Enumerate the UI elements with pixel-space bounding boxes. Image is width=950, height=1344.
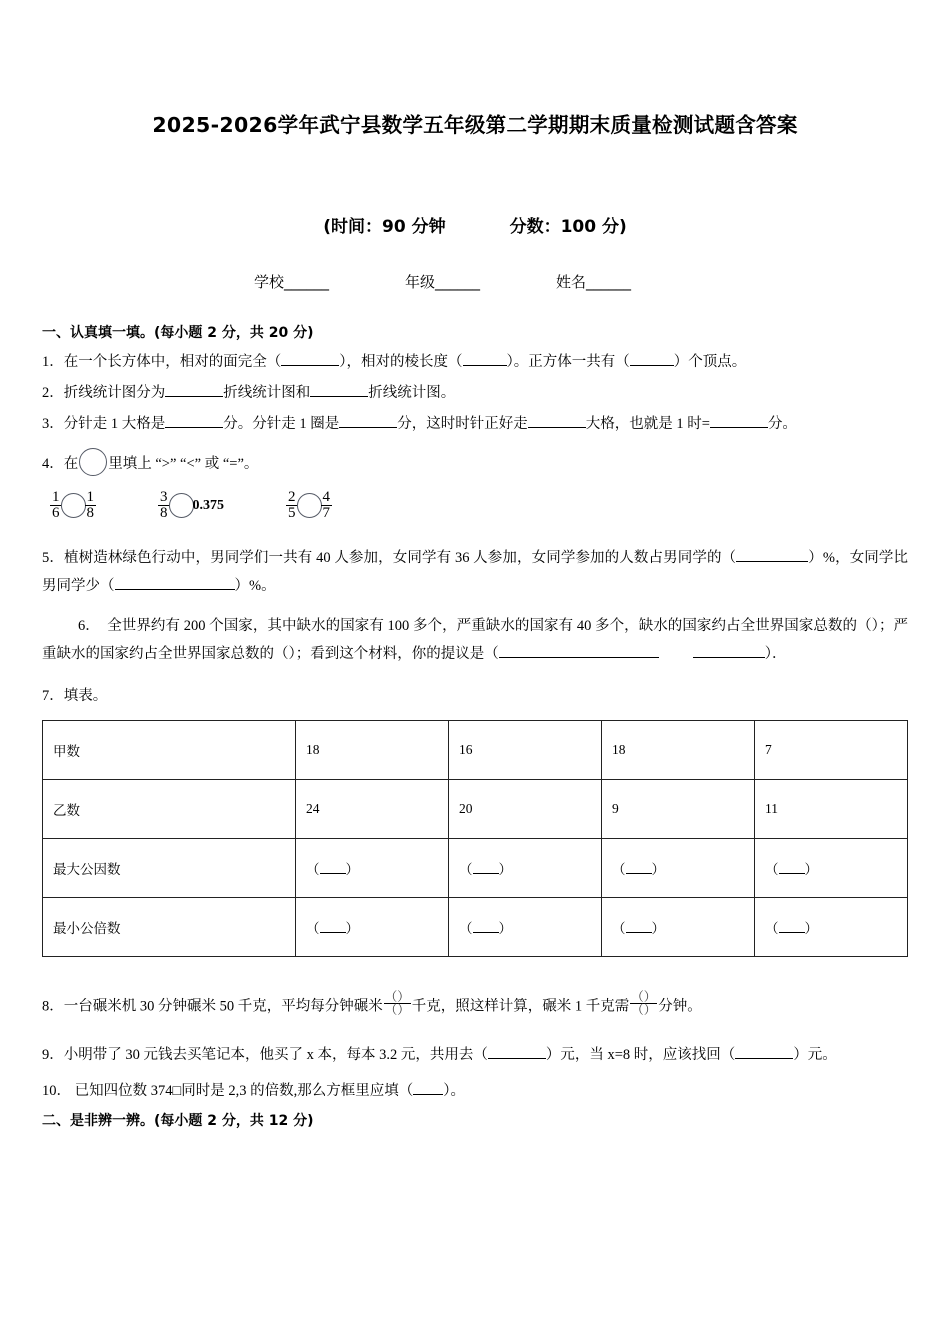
fraction-3-right: $\frac{4}{7}$: [322, 489, 330, 522]
question-8: [42, 991, 908, 1018]
table-row: [43, 779, 908, 838]
table-cell-blank[interactable]: （ ）: [755, 838, 908, 897]
table-row: [43, 720, 908, 779]
question-1-blank-3[interactable]: [630, 365, 674, 366]
exam-time: (时间：90 分钟: [323, 217, 446, 237]
question-5: [42, 544, 908, 601]
row-label: 乙数: [43, 779, 296, 838]
comparison-circle-2-icon[interactable]: [169, 493, 194, 518]
question-2-number: 2．: [42, 385, 64, 402]
question-9-text-a: 小明带了 30 元钱去买笔记本，他买了 x 本，每本 3.2 元，共用去（: [63, 1047, 488, 1064]
question-9-blank-1[interactable]: [488, 1058, 546, 1059]
question-1-number: 1．: [42, 354, 64, 370]
question-9: [42, 1041, 908, 1069]
table-cell-blank[interactable]: （ ）: [602, 838, 755, 897]
question-8-blank-fraction-1[interactable]: （） （）: [384, 989, 410, 1018]
question-3-text-a: 分针走 1 大格是: [63, 416, 166, 433]
table-cell-blank[interactable]: （ ）: [449, 838, 602, 897]
question-3-text-c: 分，这时时针正好走: [397, 416, 528, 433]
question-4-text-b: 里填上 “>” “<” 或 “=”。: [108, 456, 259, 473]
page-title: 2025-2026学年武宁县数学五年级第二学期期末质量检测试题含答案: [152, 113, 798, 137]
question-5-text-c: ）%。: [234, 577, 276, 594]
grade-field[interactable]: 年级______: [405, 273, 481, 291]
comparison-circle-3-icon[interactable]: [297, 493, 322, 518]
question-1-text-b: ），相对的棱长度（: [339, 354, 463, 370]
table-cell: 9: [602, 779, 755, 838]
fraction-2-left: $\frac{3}{8}$: [160, 489, 168, 522]
student-fields: [42, 271, 908, 292]
question-2-blank-1[interactable]: [165, 396, 223, 397]
question-3-blank-4[interactable]: [710, 427, 768, 428]
table-cell: 20: [449, 779, 602, 838]
table-row: [43, 838, 908, 897]
question-2: [42, 382, 908, 404]
question-5-blank-2[interactable]: [115, 589, 235, 590]
question-7: [42, 685, 908, 707]
question-6-blank-2[interactable]: [693, 657, 765, 658]
fraction-1-left: $\frac{1}{6}$: [52, 489, 60, 522]
question-1-text-a: 在一个长方体中，相对的面完全（: [63, 354, 282, 370]
question-7-label: 填表。: [63, 687, 108, 704]
decimal-2-right: 0.375: [192, 497, 224, 513]
question-9-number: 9．: [42, 1047, 64, 1064]
school-field[interactable]: 学校______: [254, 273, 330, 291]
question-8-number: 8．: [42, 998, 64, 1015]
question-10: [42, 1080, 908, 1102]
question-3-text-e: 分。: [767, 416, 797, 433]
question-2-blank-2[interactable]: [310, 396, 368, 397]
exam-score: 分数：100 分): [509, 217, 627, 237]
table-cell-blank[interactable]: （ ）: [296, 897, 449, 956]
question-1-text-c: ）。正方体一共有（: [506, 354, 630, 370]
question-6: [42, 612, 908, 669]
question-3-number: 3．: [42, 416, 64, 433]
question-8-text-c: 分钟。: [658, 998, 702, 1015]
row-label: 最小公倍数: [43, 897, 296, 956]
fill-table: [42, 720, 908, 957]
row-label: 甲数: [43, 720, 296, 779]
question-3-text-b: 分。分针走 1 圈是: [223, 416, 340, 433]
question-10-text-b: ）。: [443, 1082, 466, 1099]
section-heading-1: 一、认真填一填。(每小题 2 分，共 20 分): [42, 325, 314, 341]
question-6-text-b: ）．: [764, 646, 787, 663]
question-9-text-b: ）元，当 x=8 时，应该找回（: [545, 1047, 736, 1064]
question-6-text-a: 全世界约有 200 个国家，其中缺水的国家有 100 多个，严重缺水的国家有 40 多个，缺水的国家约占全世界国家总数的（）；严重缺水的国家约占全世界国家总数的（）；看到这个材料，你的提议是（: [42, 618, 909, 663]
table-cell: 24: [296, 779, 449, 838]
question-2-text-b: 折线统计图和: [223, 385, 311, 402]
table-cell: 18: [602, 720, 755, 779]
question-6-blank-1[interactable]: [499, 657, 659, 658]
question-8-blank-fraction-2[interactable]: （） （）: [631, 989, 657, 1018]
question-3-blank-3[interactable]: [528, 427, 586, 428]
question-1-blank-2[interactable]: [463, 365, 507, 366]
table-cell-blank[interactable]: （ ）: [296, 838, 449, 897]
question-9-text-c: ）元。: [793, 1047, 837, 1064]
question-2-text-c: 折线统计图。: [368, 385, 456, 402]
table-row: [43, 897, 908, 956]
question-5-text-a: 植树造林绿色行动中，男同学们一共有 40 人参加，女同学有 36 人参加，女同学参加的人数占男同学的（: [63, 549, 737, 566]
question-10-text-a: 已知四位数 374□同时是 2,3 的倍数,那么方框里应填（: [74, 1082, 414, 1099]
table-cell: 11: [755, 779, 908, 838]
question-8-text-a: 一台碾米机 30 分钟碾米 50 千克，平均每分钟碾米: [63, 998, 383, 1015]
exam-meta: [42, 212, 908, 237]
table-cell: 16: [449, 720, 602, 779]
question-9-blank-2[interactable]: [735, 1058, 793, 1059]
question-4-number: 4．: [42, 456, 64, 473]
name-field[interactable]: 姓名______: [556, 273, 632, 291]
question-2-text-a: 折线统计图分为: [63, 385, 166, 402]
question-10-blank-1[interactable]: [413, 1094, 443, 1095]
question-5-text-b: ）%，女同学比男同学少（: [42, 549, 909, 594]
question-1: [42, 351, 908, 373]
table-cell: 18: [296, 720, 449, 779]
comparison-circle-1-icon[interactable]: [61, 493, 86, 518]
question-3: [42, 413, 908, 435]
question-4: [42, 448, 908, 476]
table-cell-blank[interactable]: （ ）: [602, 897, 755, 956]
question-8-text-b: 千克，照这样计算，碾米 1 千克需: [411, 998, 630, 1015]
table-cell: 7: [755, 720, 908, 779]
section-heading-2: 二、是非辨一辨。(每小题 2 分，共 12 分): [42, 1112, 314, 1129]
question-10-number: 10．: [42, 1082, 71, 1099]
question-4-text-a: 在: [63, 456, 79, 473]
question-5-blank-1[interactable]: [736, 561, 808, 562]
row-label: 最大公因数: [43, 838, 296, 897]
question-1-blank-1[interactable]: [281, 365, 339, 366]
question-7-number: 7．: [42, 687, 64, 704]
table-cell-blank[interactable]: （ ）: [755, 897, 908, 956]
question-5-number: 5．: [42, 549, 64, 566]
table-cell-blank[interactable]: （ ）: [449, 897, 602, 956]
question-3-blank-2[interactable]: [339, 427, 397, 428]
answer-circle-icon[interactable]: [79, 448, 107, 476]
question-6-number: 6．: [78, 618, 100, 635]
fraction-1-right: $\frac{1}{8}$: [86, 489, 94, 522]
question-4-comparisons: [42, 490, 908, 522]
question-1-text-d: ）个顶点。: [673, 354, 747, 370]
question-3-text-d: 大格，也就是 1 时=: [585, 416, 710, 433]
fraction-3-left: $\frac{2}{5}$: [288, 489, 296, 522]
question-3-blank-1[interactable]: [165, 427, 223, 428]
